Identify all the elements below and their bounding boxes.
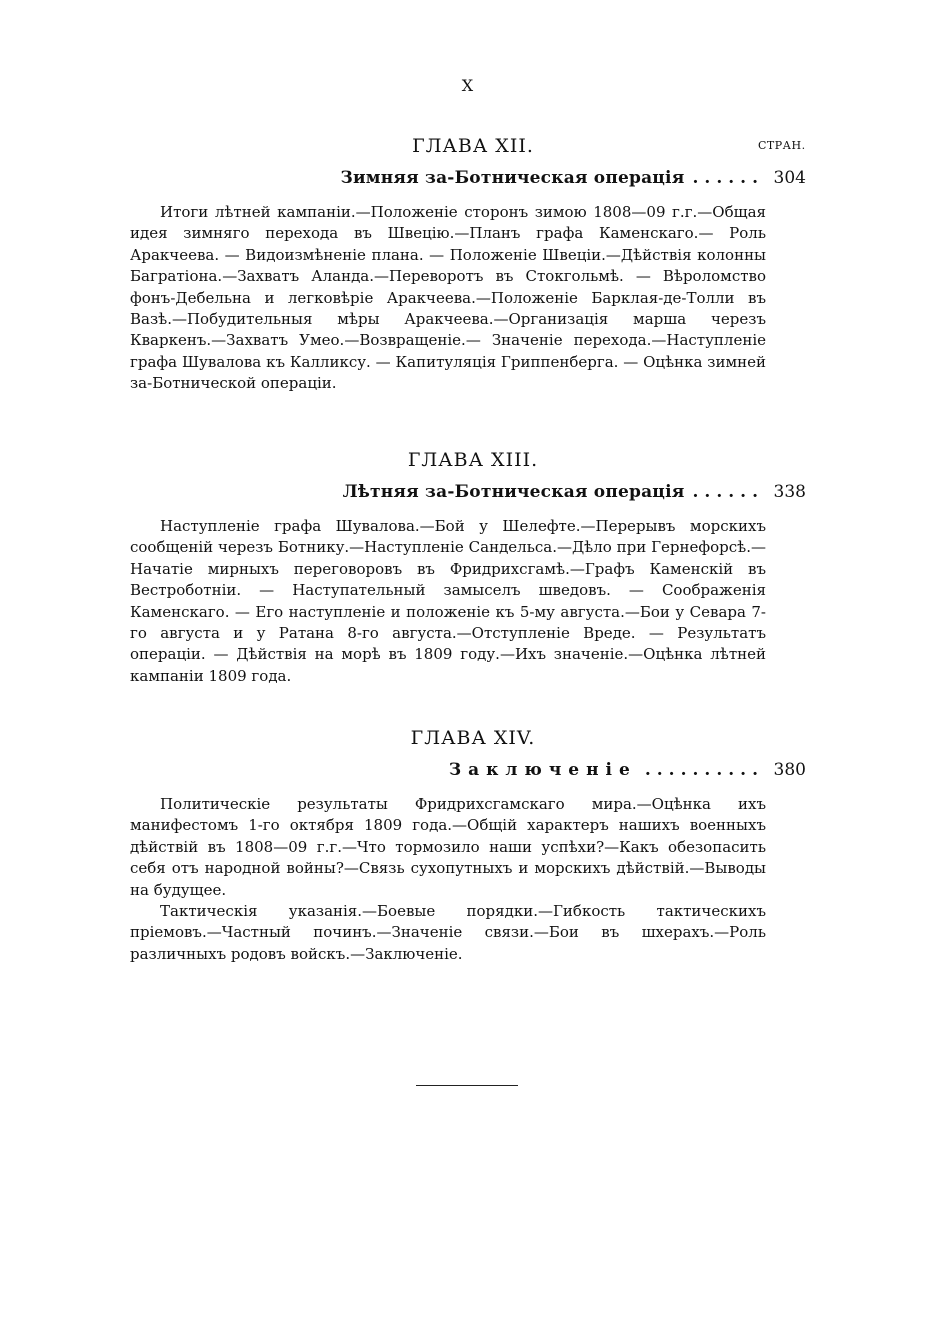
closing-rule bbox=[416, 1085, 518, 1086]
chapter-heading: ГЛАВА XII. bbox=[412, 135, 534, 157]
chapter-heading: ГЛАВА XIII. bbox=[407, 449, 539, 471]
chapter-summary: Тактическія указанія.—Боевые порядки.—Гибкость тактическихъ пріемовъ.—Частный починъ.—Значеніе связи.—Бои въ шхерахъ.—Роль различныхъ родовъ войскъ.—Заключеніе. bbox=[130, 902, 766, 963]
chapter-page-number: 338 bbox=[773, 482, 806, 502]
dot-leader: ...... bbox=[692, 168, 764, 188]
page-number: X bbox=[461, 76, 475, 95]
chapter-title: Лѣтняя за-Ботническая операція bbox=[342, 482, 685, 502]
chapter-page-number: 380 bbox=[773, 760, 806, 780]
chapter-summary: Наступленіе графа Шувалова.—Бой у Шелефте.—Перерывъ морскихъ сообщеній черезъ Ботнику.—Наступленіе Сандельса.—Дѣло при Гернефорсѣ.—Начатіе мирныхъ переговоровъ въ Фридрихсгамѣ.—Графъ Каменскій въ Вестроботніи. — Наступательный замыселъ шведовъ. — Соображенія Каменскаго. — Его наступленіе и положеніе къ 5-му августа.—Бои у Севара 7-го августа и у Ратана 8-го августа.—Отступленіе Вреде. — Результатъ операціи. — Дѣйствія на морѣ въ 1809 году.—Ихъ значеніе.—Оцѣнка лѣтней кампаніи 1809 года. bbox=[130, 517, 766, 685]
chapter-page-number: 304 bbox=[773, 168, 806, 188]
chapter-title-row bbox=[130, 482, 806, 502]
chapter-13 bbox=[130, 449, 806, 687]
chapter-12 bbox=[130, 135, 806, 395]
dot-leader: ...... bbox=[692, 482, 764, 502]
chapter-summary: Итоги лѣтней кампаніи.—Положеніе сторонъ зимою 1808—09 г.г.—Общая идея зимняго перехода въ Швецію.—Планъ графа Каменскаго.— Роль Аракчеева. — Видоизмѣненіе плана. — Положеніе Швеціи.—Дѣйствія колонны Багратіона.—Захватъ Аланда.—Переворотъ въ Стокгольмѣ. — Вѣроломство фонъ-Дебельна и легковѣріе Аракчеева.—Положеніе Барклая-де-Толли въ Вазѣ.—Побудительныя мѣры Аракчеева.—Организація марша черезъ Кваркенъ.—Захватъ Умео.—Возвращеніе.— Значеніе перехода.—Наступленіе графа Шувалова къ Калликсу. — Капитуляція Гриппенберга. — Оцѣнка зимней за-Ботнической операціи. bbox=[130, 203, 766, 393]
page-column-label: СТРАН. bbox=[758, 139, 806, 152]
dot-leader: .......... bbox=[644, 760, 764, 780]
chapter-title-row bbox=[130, 760, 806, 780]
chapter-title: Зимняя за-Ботническая операція bbox=[340, 168, 685, 188]
chapter-summary: Политическіе результаты Фридрихсгамскаго мира.—Оцѣнка ихъ манифестомъ 1-го октября 1809 года.—Общій характеръ нашихъ военныхъ дѣйствій въ 1808—09 г.г.—Что тормозило наши успѣхи?—Какъ обезопасить себя отъ народной войны?—Связь сухопутныхъ и морскихъ дѣйствій.—Выводы на будущее. bbox=[130, 795, 766, 899]
chapter-14 bbox=[130, 727, 806, 980]
chapter-heading: ГЛАВА XIV. bbox=[410, 727, 536, 749]
chapter-title-row bbox=[130, 168, 806, 188]
chapter-title: Заключеніе bbox=[448, 760, 637, 780]
